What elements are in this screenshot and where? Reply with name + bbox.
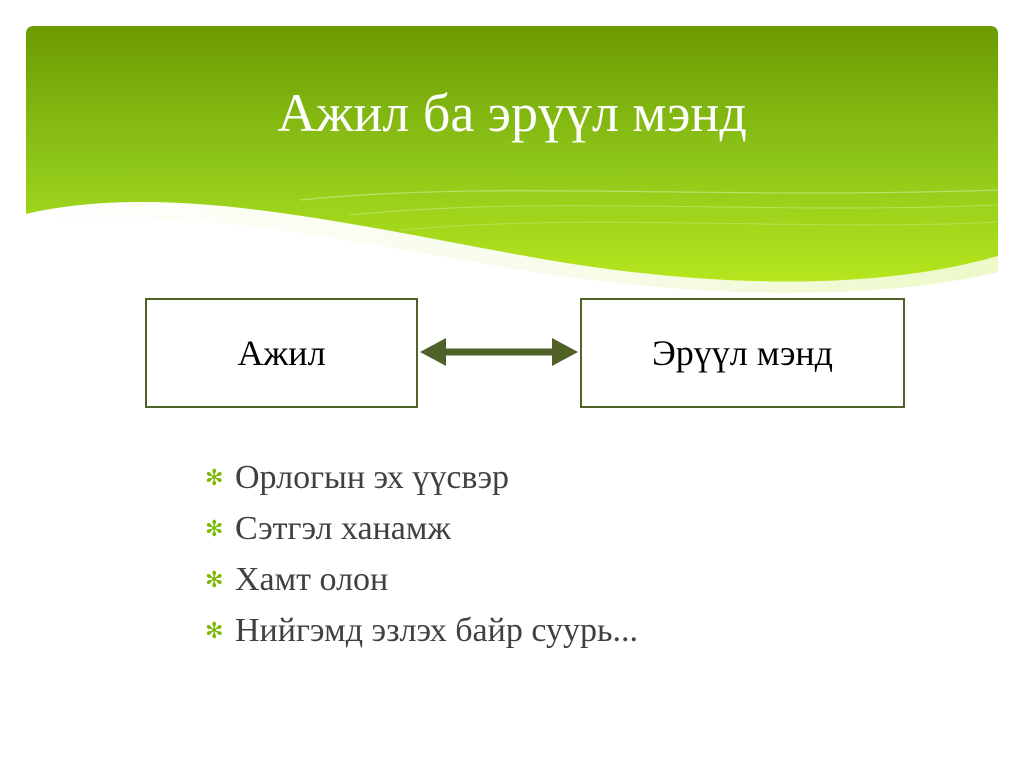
list-item bbox=[205, 503, 638, 554]
header-banner bbox=[0, 0, 1024, 300]
bullet-star-icon: ✻ bbox=[205, 464, 224, 490]
bullet-star-icon: ✻ bbox=[205, 617, 224, 643]
work-box bbox=[145, 298, 418, 408]
health-box bbox=[580, 298, 905, 408]
bullet-star-icon: ✻ bbox=[205, 566, 224, 592]
list-item bbox=[205, 452, 638, 503]
list-item-text: Хамт олон bbox=[235, 560, 389, 598]
work-box-label: Ажил bbox=[237, 333, 326, 373]
list-item bbox=[205, 605, 638, 656]
list-item bbox=[205, 554, 638, 605]
bullet-star-icon: ✻ bbox=[205, 515, 224, 541]
list-item-text: Орлогын эх үүсвэр bbox=[235, 458, 510, 496]
slide-title: Ажил ба эрүүл мэнд bbox=[277, 83, 747, 143]
list-item-text: Нийгэмд эзлэх байр суурь... bbox=[235, 611, 638, 649]
double-arrow-connector bbox=[418, 334, 580, 370]
list-item-text: Сэтгэл ханамж bbox=[235, 509, 451, 547]
bullet-list bbox=[205, 452, 638, 656]
health-box-label: Эрүүл мэнд bbox=[652, 333, 833, 373]
